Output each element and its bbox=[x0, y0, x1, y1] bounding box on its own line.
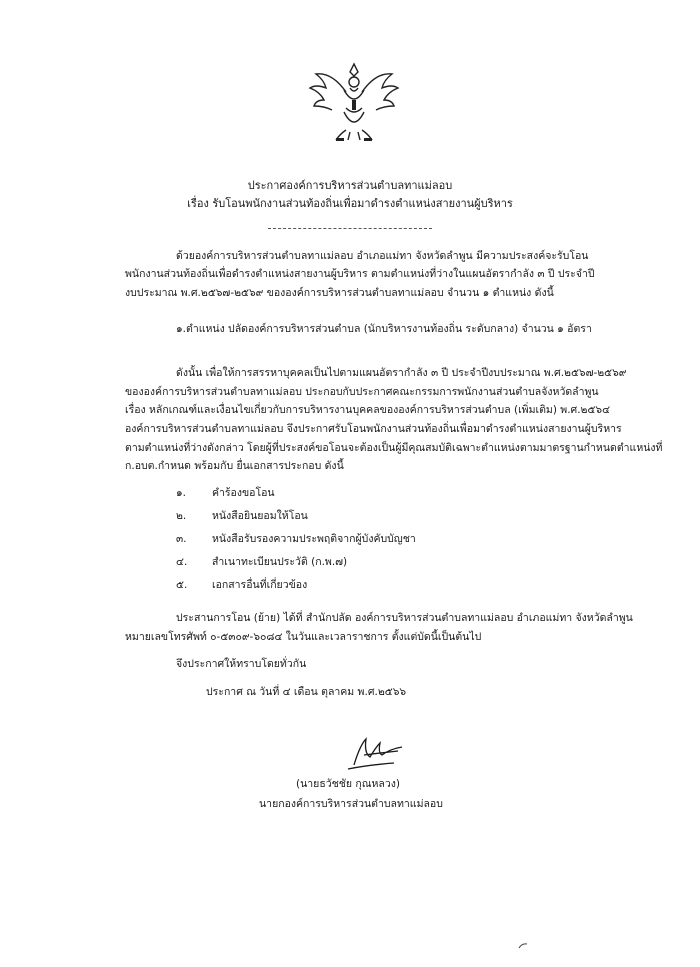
announcement-subject: เรื่อง รับโอนพนักงานส่วนท้องถิ่นเพื่อมาดำรงตำแหน่งสายงานผู้บริหาร bbox=[187, 197, 513, 210]
position-line: ๑.ตำแหน่ง ปลัดองค์การบริหารส่วนตำบล (นักบริหารงานท้องถิ่น ระดับกลาง) จำนวน ๑ อัตรา bbox=[176, 323, 592, 335]
body-line-1: ดังนั้น เพื่อให้การสรรหาบุคคลเป็นไปตามแผนอัตรากำลัง ๓ ปี ประจำปีงบประมาณ พ.ศ.๒๕๖๗-๒๕๖๙ bbox=[176, 367, 627, 379]
document-item-num: ๕. bbox=[176, 579, 188, 591]
document-item: หนังสือรับรองความประพฤติจากผู้บังคับบัญชา bbox=[212, 533, 416, 545]
document-item-num: ๒. bbox=[176, 510, 187, 522]
intro-line-2: พนักงานส่วนท้องถิ่นเพื่อดำรงตำแหน่งสายงานผู้บริหาร ตามตำแหน่งที่ว่างในแผนอัตรากำลัง ๓ ปี ประจำปี bbox=[125, 268, 595, 280]
document-item-num: ๔. bbox=[176, 556, 188, 568]
intro-line-3: งบประมาณ พ.ศ.๒๕๖๗-๒๕๖๙ ขององค์การบริหารส่วนตำบลทาแม่ลอบ จำนวน ๑ ตำแหน่ง ดังนี้ bbox=[125, 287, 554, 299]
body-line-4: องค์การบริหารส่วนตำบลทาแม่ลอบ จึงประกาศรับโอนพนักงานส่วนท้องถิ่นเพื่อมาดำรงตำแหน่งสายงานผู้บริหาร bbox=[125, 423, 622, 435]
date-line: ประกาศ ณ วันที่ ๔ เดือน ตุลาคม พ.ศ.๒๕๖๖ bbox=[206, 686, 407, 698]
document-item-num: ๑. bbox=[176, 487, 187, 499]
contact-line-1: ประสานการโอน (ย้าย) ได้ที่ สำนักปลัด องค์การบริหารส่วนตำบลทาแม่ลอบ อำเภอแม่ทา จังหวัดลำพูน bbox=[176, 612, 633, 624]
garuda-emblem-icon bbox=[306, 60, 402, 144]
body-line-2: ขององค์การบริหารส่วนตำบลทาแม่ลอบ ประกอบกับประกาศคณะกรรมการพนักงานส่วนตำบลจังหวัดลำพูน bbox=[125, 386, 599, 398]
closing-line: จึงประกาศให้ทราบโดยทั่วกัน bbox=[176, 658, 307, 670]
document-item: หนังสือยินยอมให้โอน bbox=[212, 510, 308, 522]
contact-line-2: หมายเลขโทรศัพท์ ๐-๕๓๐๙-๖๐๘๔ ในวันและเวลาราชการ ตั้งแต่บัดนี้เป็นต้นไป bbox=[125, 631, 482, 643]
announcement-org-title: ประกาศองค์การบริหารส่วนตำบลทาแม่ลอบ bbox=[247, 179, 453, 192]
intro-line-1: ด้วยองค์การบริหารส่วนตำบลทาแม่ลอบ อำเภอแม่ทา จังหวัดลำพูน มีความประสงค์จะรับโอน bbox=[176, 250, 589, 262]
document-item-num: ๓. bbox=[176, 533, 187, 545]
document-item: เอกสารอื่นที่เกี่ยวข้อง bbox=[212, 579, 308, 591]
body-line-3: เรื่อง หลักเกณฑ์และเงื่อนไขเกี่ยวกับการบริหารงานบุคคลขององค์การบริหารส่วนตำบล (เพิ่มเติม) พ.ศ.๒๕๖๔ bbox=[125, 404, 611, 416]
signer-name: (นายธวัชชัย กุณหลวง) bbox=[296, 778, 400, 790]
signer-title: นายกองค์การบริหารส่วนตำบลทาแม่ลอบ bbox=[259, 798, 443, 810]
body-line-5: ตามตำแหน่งที่ว่างดังกล่าว โดยผู้ที่ประสงค์ขอโอนจะต้องเป็นผู้มีคุณสมบัติเฉพาะตำแหน่งตามมาตรฐานกำหนดตำแหน่งที่ bbox=[125, 442, 663, 454]
document-item: คำร้องขอโอน bbox=[212, 487, 275, 499]
signature-icon bbox=[340, 733, 420, 773]
stray-mark-icon bbox=[518, 942, 528, 950]
document-item: สำเนาทะเบียนประวัติ (ก.พ.๗) bbox=[212, 556, 348, 568]
title-divider bbox=[268, 228, 432, 229]
body-line-6: ก.อบต.กำหนด พร้อมกับ ยื่นเอกสารประกอบ ดังนี้ bbox=[125, 460, 344, 472]
